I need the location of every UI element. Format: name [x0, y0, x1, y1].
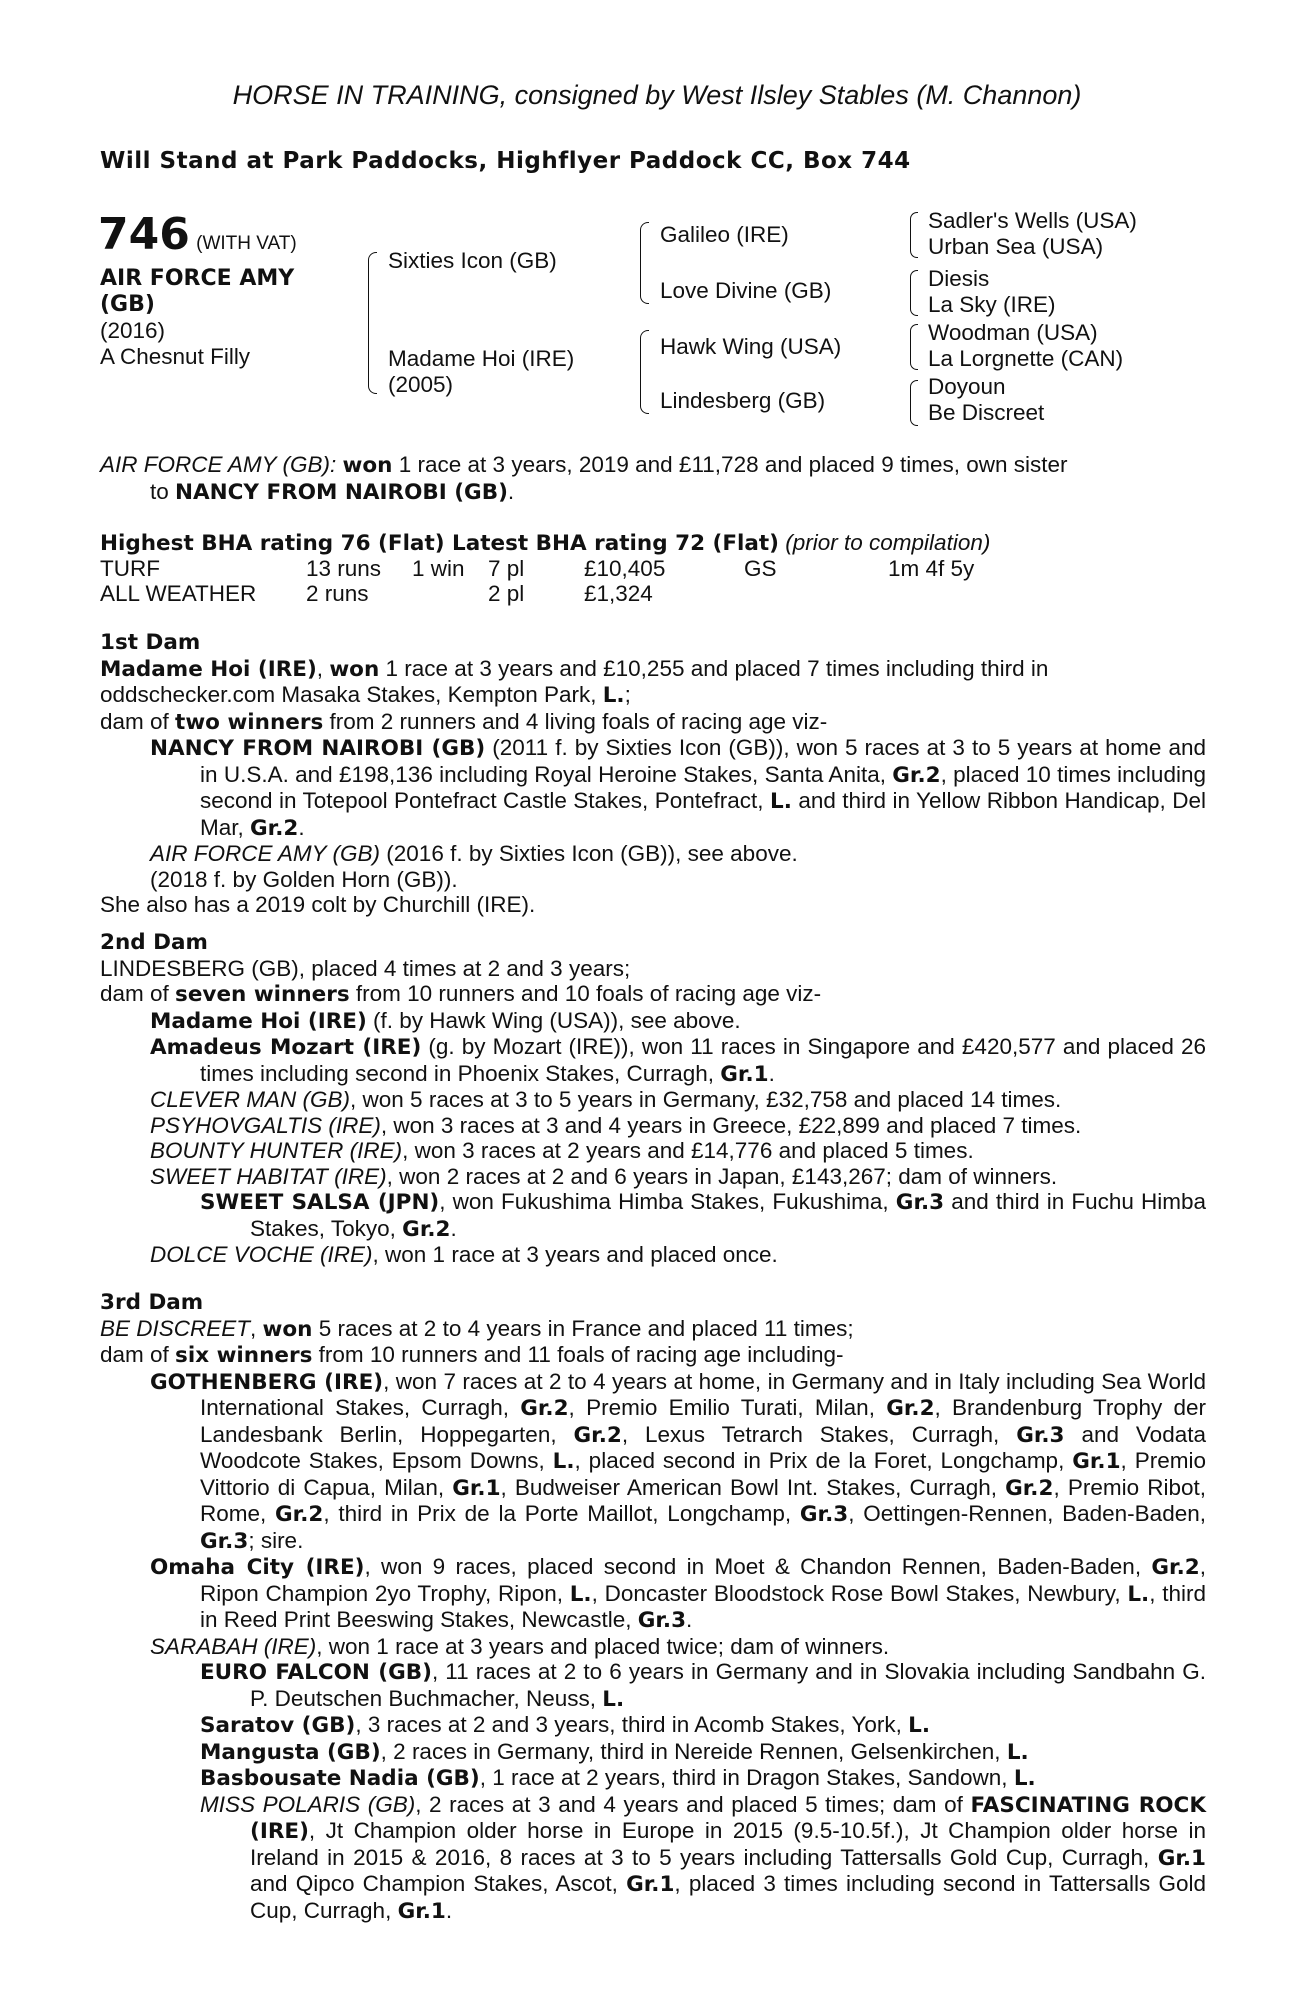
form-table	[100, 556, 974, 606]
grade: L.	[602, 1686, 625, 1712]
first-dam-section	[100, 630, 1206, 918]
text: , third in Prix de la Porte Maillot, Longchamp,	[323, 1501, 800, 1526]
dam-sire-sire: Woodman (USA)	[928, 320, 1098, 345]
text: , won 7 races at 2 to 4 years at home, in Germany and in Italy including Sea World International Stakes, Curragh,	[200, 1368, 1207, 1420]
dam-name: Madame Hoi (IRE)	[100, 656, 317, 682]
horse-name: GOTHENBERG (IRE)	[150, 1369, 384, 1395]
second-dam-section	[100, 930, 1206, 1268]
pedigree-brace-dam	[640, 330, 649, 414]
pedigree-brace-1	[910, 212, 918, 258]
text: , Oettingen-Rennen, Baden-Baden,	[848, 1501, 1206, 1526]
runs: 2 runs	[306, 581, 369, 606]
horse-name: PSYHOVGALTIS (IRE)	[150, 1112, 381, 1138]
second-dam-record: LINDESBERG (GB), placed 4 times at 2 and 3 years;	[100, 955, 631, 981]
produce-colt: She also has a 2019 colt by Churchill (IRE).	[100, 892, 536, 917]
horse-name: AIR FORCE AMY (GB)	[150, 841, 381, 866]
horse-name: EURO FALCON (GB)	[200, 1660, 432, 1685]
grade: Gr.3	[799, 1502, 849, 1527]
grade: L.	[1127, 1581, 1150, 1607]
produce-nancy	[100, 735, 1206, 841]
surface: ALL WEATHER	[100, 581, 257, 606]
sep: ,	[316, 655, 330, 681]
placed: 7 pl	[488, 556, 525, 581]
produce-saratov	[100, 1712, 1206, 1739]
second-dam-produce	[100, 981, 1206, 1008]
summary-to: to	[150, 478, 176, 504]
surface: TURF	[100, 556, 160, 581]
text: and third in Fuchu Himba Stakes, Tokyo,	[250, 1189, 1206, 1241]
grade: Gr.1	[452, 1475, 501, 1501]
horse-name: SARABAH (IRE)	[150, 1633, 317, 1659]
text: , Doncaster Bloodstock Rose Bowl Stakes, Newbury,	[591, 1580, 1128, 1606]
grade: L.	[569, 1581, 592, 1607]
text: , 2 races at 3 and 4 years and placed 5 times; dam of	[415, 1791, 971, 1817]
horse-name: BOUNTY HUNTER (IRE)	[150, 1138, 403, 1163]
text: dam of	[100, 708, 176, 734]
text: , placed second in Prix de la Foret, Longchamp,	[574, 1448, 1073, 1473]
horse-name: Madame Hoi (IRE)	[150, 1008, 367, 1034]
text: .	[768, 1060, 775, 1086]
dam-dam-dam: Be Discreet	[928, 400, 1045, 425]
produce-salsa	[100, 1189, 1206, 1242]
text: .	[686, 1607, 693, 1632]
text: dam of	[100, 981, 176, 1006]
text: from 2 runners and 4 living foals of racing age viz-	[323, 708, 828, 734]
horse-name: FASCINATING ROCK (IRE)	[250, 1792, 1206, 1844]
horse-name: NANCY FROM NAIROBI (GB)	[150, 736, 486, 761]
grade: Gr.1	[1157, 1845, 1206, 1871]
table-row	[100, 581, 974, 606]
table-row	[100, 556, 974, 581]
horse-name: AIR FORCE AMY	[100, 266, 295, 291]
second-dam-heading: 2nd Dam	[100, 930, 208, 955]
produce-bounty	[100, 1138, 1206, 1164]
first-dam-record-cont	[100, 682, 1206, 709]
produce-clever	[100, 1087, 1206, 1113]
grade: Gr.3	[895, 1190, 945, 1215]
grade: Gr.2	[892, 762, 941, 788]
first-dam-produce	[100, 709, 1206, 736]
produce-miss-polaris	[100, 1792, 1206, 1925]
text: , won 2 races at 2 and 6 years in Japan, £143,267; dam of winners.	[386, 1163, 1058, 1189]
grade: Gr.1	[626, 1872, 675, 1897]
first-dam-record	[100, 656, 1206, 683]
sire: Sixties Icon (GB)	[388, 248, 557, 273]
foaling-year: (2016)	[100, 318, 166, 343]
horse-name: Saratov (GB)	[200, 1713, 356, 1738]
produce-sarabah	[100, 1634, 1206, 1660]
horse-name-country: (GB)	[100, 292, 155, 317]
text: from 10 runners and 10 foals of racing age viz-	[349, 981, 822, 1006]
rating-note: (prior to compilation)	[779, 530, 991, 555]
text: , won 9 races, placed second in Moet & Chandon Rennen, Baden-Baden,	[364, 1554, 1152, 1579]
pedigree-brace-gen1	[368, 252, 377, 394]
produce-basbousate	[100, 1765, 1206, 1792]
horse-name: Omaha City (IRE)	[150, 1555, 365, 1580]
text: and Qipco Champion Stakes, Ascot,	[250, 1871, 627, 1896]
text: , placed 10 times including second in Totepool Pontefract Castle Stakes, Pontefract,	[200, 761, 1206, 813]
grade: Gr.2	[1005, 1475, 1054, 1501]
produce-habitat	[100, 1164, 1206, 1190]
text: , Ripon Champion 2yo Trophy, Ripon,	[200, 1554, 1206, 1606]
text: , won Fukushima Himba Stakes, Fukushima,	[439, 1189, 896, 1214]
lot-number: 746	[98, 209, 190, 260]
text: , Premio Emilio Turati, Milan,	[568, 1395, 887, 1420]
text: , won 1 race at 3 years and placed twice; dam of winners.	[316, 1633, 890, 1659]
vat-note: (WITH VAT)	[196, 233, 297, 254]
wins	[412, 581, 488, 606]
text: from 10 runners and 11 foals of racing age including-	[312, 1342, 844, 1367]
horse-name: DOLCE VOCHE (IRE)	[150, 1242, 373, 1267]
text: (f. by Hawk Wing (USA)), see above.	[366, 1007, 741, 1033]
rating-block	[100, 530, 1206, 557]
winners-count: six winners	[175, 1343, 313, 1368]
dam-dam-sire: Doyoun	[928, 374, 1006, 399]
grade: Gr.2	[520, 1396, 569, 1421]
distance	[888, 581, 974, 606]
dam: Madame Hoi (IRE)	[388, 346, 575, 371]
text: ; sire.	[248, 1527, 304, 1553]
grade: L.	[1013, 1766, 1036, 1791]
text: , 1 race at 2 years, third in Dragon Stakes, Sandown,	[479, 1765, 1014, 1790]
pedigree-brace-3	[910, 324, 918, 370]
grade: L.	[908, 1713, 931, 1738]
produce-amy	[100, 841, 1206, 867]
dam-year: (2005)	[388, 372, 454, 397]
text: (2016 f. by Sixties Icon (GB)), see above.	[380, 841, 798, 866]
grade: L.	[602, 683, 625, 708]
text: .	[298, 814, 305, 840]
summary-horse: AIR FORCE AMY (GB):	[100, 452, 337, 477]
text: and Vodata Woodcote Stakes, Epsom Downs,	[200, 1421, 1206, 1473]
winners-count: two winners	[175, 709, 324, 735]
placed: 2 pl	[488, 581, 525, 606]
money: £1,324	[584, 581, 653, 606]
produce-mangusta	[100, 1739, 1206, 1766]
third-dam-heading: 3rd Dam	[100, 1290, 204, 1315]
dam-dam: Lindesberg (GB)	[660, 388, 826, 413]
pedigree-brace-4	[910, 380, 918, 426]
grade: L.	[552, 1449, 575, 1474]
text: .	[450, 1215, 457, 1241]
produce-2018: (2018 f. by Golden Horn (GB)).	[150, 866, 458, 892]
grade: Gr.3	[637, 1608, 687, 1633]
text: , Jt Champion older horse in Europe in 2015 (9.5-10.5f.), Jt Champion older horse in Ireland in 2015 & 2016, 8 races at 3 to 5 years including Tattersalls Gold Cup, Curragh,	[250, 1818, 1206, 1870]
text: , Lexus Tetrarch Stakes, Curragh,	[621, 1421, 1017, 1447]
summary-sister: NANCY FROM NAIROBI (GB)	[175, 479, 508, 505]
horse-name: SWEET HABITAT (IRE)	[150, 1163, 387, 1189]
won-word: won	[262, 1316, 313, 1342]
lot-number-line	[98, 209, 297, 267]
text: .	[445, 1897, 453, 1923]
grade: Gr.1	[720, 1061, 769, 1087]
money: £10,405	[584, 556, 666, 581]
record-text: 1 race at 3 years and £10,255 and placed 7 times including third in	[379, 655, 1049, 681]
third-dam-section	[100, 1290, 1206, 1924]
first-dam-heading: 1st Dam	[100, 630, 201, 655]
text: 5 races at 2 to 4 years in France and placed 11 times;	[312, 1315, 854, 1341]
text: (2011 f. by Sixties Icon (GB)), won 5 races at 3 to 5 years at home and in U.S.A. and £198,136 including Royal Heroine Stakes, Santa Anita,	[200, 735, 1207, 787]
grade: Gr.2	[402, 1216, 451, 1242]
stand-location: Will Stand at Park Paddocks, Highflyer Paddock CC, Box 744	[100, 148, 911, 174]
text: dam of	[100, 1342, 176, 1367]
text: , won 3 races at 2 years and £14,776 and placed 5 times.	[402, 1138, 974, 1163]
grade: Gr.2	[1151, 1555, 1200, 1580]
produce-omaha	[100, 1554, 1206, 1634]
sire-dam: Love Divine (GB)	[660, 278, 832, 303]
punct: ;	[624, 682, 631, 707]
produce-gothenberg	[100, 1369, 1206, 1555]
sire-dam-sire: Diesis	[928, 266, 990, 291]
text: , third in Reed Print Beeswing Stakes, Newcastle,	[200, 1580, 1206, 1632]
horse-name: CLEVER MAN (GB)	[150, 1087, 351, 1112]
produce-dolce	[100, 1242, 1206, 1268]
wins: 1 win	[412, 556, 465, 581]
winners-count: seven winners	[175, 982, 350, 1007]
rating-heading: Highest BHA rating 76 (Flat) Latest BHA rating 72 (Flat)	[100, 531, 780, 556]
text: , won 3 races at 3 and 4 years in Greece, £22,899 and placed 7 times.	[380, 1112, 1082, 1138]
grade: Gr.1	[1072, 1449, 1121, 1474]
text: , placed 3 times including second in Tattersalls Gold Cup, Curragh,	[250, 1871, 1206, 1923]
text: , Brandenburg Trophy der Landesbank Berlin, Hoppegarten,	[200, 1395, 1206, 1447]
grade: L.	[770, 789, 792, 814]
text: , 2 races in Germany, third in Nereide Rennen, Gelsenkirchen,	[380, 1738, 1007, 1764]
grade: L.	[1006, 1739, 1029, 1765]
dam-name: BE DISCREET	[100, 1315, 251, 1341]
sire-dam-dam: La Sky (IRE)	[928, 292, 1056, 317]
summary-end: .	[507, 478, 515, 504]
horse-description: A Chesnut Filly	[100, 344, 251, 369]
text: , Premio Vittorio di Capua, Milan,	[200, 1448, 1206, 1500]
sire-sire-dam: Urban Sea (USA)	[928, 234, 1104, 259]
grade: Gr.3	[1016, 1422, 1065, 1448]
grade: Gr.1	[397, 1898, 446, 1924]
grade: Gr.2	[886, 1396, 935, 1421]
text: , won 5 races at 3 to 5 years in Germany, £32,758 and placed 14 times.	[350, 1087, 1062, 1112]
distance: 1m 4f 5y	[888, 556, 975, 581]
grade: Gr.3	[200, 1528, 249, 1554]
produce-hoi	[100, 1008, 1206, 1035]
dam-sire: Hawk Wing (USA)	[660, 334, 842, 359]
summary-text: 1 race at 3 years, 2019 and £11,728 and placed 9 times, own sister	[392, 452, 1068, 477]
runs: 13 runs	[306, 556, 382, 581]
sire-sire-sire: Sadler's Wells (USA)	[928, 208, 1137, 233]
text: , 11 races at 2 to 6 years in Germany and in Slovakia including Sandbahn G. P. Deutschen Buchmacher, Neuss,	[250, 1659, 1206, 1711]
dam-sire-dam: La Lorgnette (CAN)	[928, 346, 1124, 371]
pedigree-brace-2	[910, 270, 918, 316]
text: , won 1 race at 3 years and placed once.	[372, 1242, 778, 1267]
grade: Gr.2	[573, 1422, 622, 1448]
pedigree-brace-sire	[640, 222, 649, 304]
horse-name: SWEET SALSA (JPN)	[200, 1190, 440, 1215]
going: GS	[744, 556, 777, 581]
produce-mozart	[100, 1034, 1206, 1087]
grade: Gr.2	[250, 815, 299, 841]
won-word: won	[329, 656, 380, 682]
sire-sire: Galileo (IRE)	[660, 222, 789, 247]
race-summary	[100, 452, 1206, 505]
text: , 3 races at 2 and 3 years, third in Acomb Stakes, York,	[355, 1712, 909, 1737]
race-text: oddschecker.com Masaka Stakes, Kempton Park,	[100, 682, 603, 707]
produce-psy	[100, 1113, 1206, 1139]
consignor-heading: HORSE IN TRAINING, consigned by West Ilsley Stables (M. Channon)	[232, 80, 1082, 110]
horse-name: Mangusta (GB)	[200, 1739, 381, 1765]
third-dam-produce	[100, 1342, 1206, 1369]
horse-name: Basbousate Nadia (GB)	[200, 1766, 480, 1791]
produce-euro-falcon	[100, 1659, 1206, 1712]
horse-name: Amadeus Mozart (IRE)	[150, 1035, 422, 1060]
horse-name: MISS POLARIS (GB)	[200, 1791, 416, 1817]
text: , Premio Ribot, Rome,	[200, 1474, 1206, 1526]
sep: ,	[250, 1315, 263, 1341]
text: (g. by Mozart (IRE)), won 11 races in Singapore and £420,577 and placed 26 times including second in Phoenix Stakes, Curragh,	[200, 1034, 1206, 1086]
text: , Budweiser American Bowl Int. Stakes, Curragh,	[500, 1474, 1006, 1500]
text: and third in Yellow Ribbon Handicap, Del Mar,	[200, 788, 1206, 840]
summary-won: won	[342, 453, 393, 478]
going	[744, 581, 888, 606]
grade: Gr.2	[275, 1502, 324, 1527]
third-dam-record	[100, 1316, 1206, 1343]
